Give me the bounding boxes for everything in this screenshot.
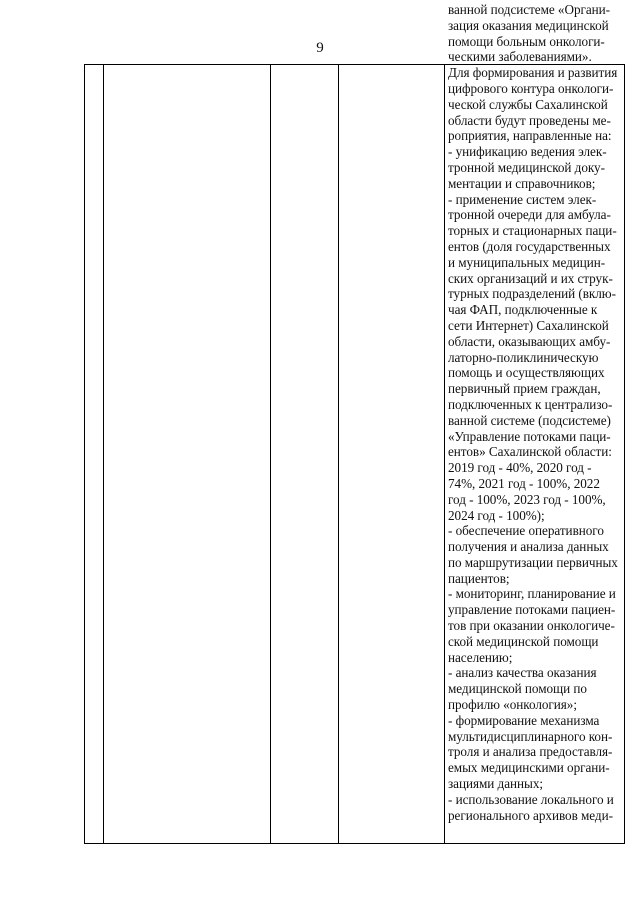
cell-text-line: чая ФАП, подключенные к xyxy=(448,302,598,318)
cell-text-line: мультидисциплинарного кон- xyxy=(448,728,613,744)
cell-text-line: ванной подсистеме «Органи- xyxy=(448,2,611,17)
cell-text-line: и муниципальных медицин- xyxy=(448,254,606,270)
cell-text-line: год - 100%, 2023 год - 100%, xyxy=(448,491,606,507)
cell-text-line: тронной медицинской доку- xyxy=(448,159,605,175)
cell-text-line: цифрового контура онкологи- xyxy=(448,80,614,96)
last-column-cell xyxy=(448,2,628,823)
cell-text-line: - использование локального и xyxy=(448,791,614,807)
cell-text-line: зациями данных; xyxy=(448,776,543,792)
cell-text-line: тов при оказании онкологиче- xyxy=(448,618,615,634)
cell-text-line: ческой службы Сахалинской xyxy=(448,96,608,112)
cell-text-line: Для формирования и развития xyxy=(448,65,618,81)
cell-text-line: емых медицинскими органи- xyxy=(448,760,610,776)
cell-text-line: подключенных к централизо- xyxy=(448,396,613,412)
cell-text-line: ских организаций и их струк- xyxy=(448,270,613,286)
cell-text-line: 74%, 2021 год - 100%, 2022 xyxy=(448,475,600,491)
cell-text-line: помощь и осуществляющих xyxy=(448,365,605,381)
cell-text-line: роприятия, направленные на: xyxy=(448,128,612,144)
cell-text-line: троля и анализа предоставля- xyxy=(448,744,613,760)
cell-text-line: пациентов; xyxy=(448,570,510,586)
cell-text-line: ванной системе (подсистеме) xyxy=(448,412,611,428)
cell-text-line: управление потоками пациен- xyxy=(448,602,616,618)
cell-text-line: - анализ качества оказания xyxy=(448,665,597,681)
cell-text-line: получения и анализа данных xyxy=(448,539,609,555)
cell-text-line: ентов» Сахалинской области: xyxy=(448,444,612,460)
cell-text-line: области, оказывающих амбу- xyxy=(448,333,611,349)
cell-text-line: ментации и справочников; xyxy=(448,175,596,191)
cell-text-line: ентов (доля государственных xyxy=(448,238,611,254)
cell-text-line: населению; xyxy=(448,649,513,665)
cell-text-line: - унификацию ведения элек- xyxy=(448,144,607,160)
cell-text-line: турных подразделений (вклю- xyxy=(448,286,616,302)
cell-text-line: первичный прием граждан, xyxy=(448,381,601,397)
cell-text-line: медицинской помощи по xyxy=(448,681,587,697)
cell-text-line: латорно-поликлиническую xyxy=(448,349,599,365)
cell-text-line: по маршрутизации первичных xyxy=(448,554,618,570)
cell-text-line: торных и стационарных паци- xyxy=(448,223,617,239)
column-divider-3 xyxy=(338,65,339,843)
cell-text-line: ческими заболеваниями». xyxy=(448,49,592,65)
cell-text-line: 2019 год - 40%, 2020 год - xyxy=(448,460,592,476)
cell-text-line: 2024 год - 100%); xyxy=(448,507,545,523)
cell-text-line: профилю «онкология»; xyxy=(448,697,577,713)
cell-text-line: области будут проведены ме- xyxy=(448,112,611,128)
cell-text-line: регионального архивов меди- xyxy=(448,807,613,823)
cell-text-line: сети Интернет) Сахалинской xyxy=(448,317,609,333)
cell-text-line: зация оказания медицинской xyxy=(448,17,609,33)
cell-text-line: - формирование механизма xyxy=(448,712,600,728)
column-divider-2 xyxy=(270,65,271,843)
column-divider-4 xyxy=(444,65,445,843)
cell-text-line: ской медицинской помощи xyxy=(448,633,599,649)
cell-text-line: - мониторинг, планирование и xyxy=(448,586,616,602)
cell-text-line: помощи больным онкологи- xyxy=(448,33,605,49)
cell-text-line: «Управление потоками паци- xyxy=(448,428,611,444)
cell-text-line: - применение систем элек- xyxy=(448,191,597,207)
cell-text-line: тронной очереди для амбула- xyxy=(448,207,611,223)
page-number: 9 xyxy=(316,40,324,56)
cell-text-line: - обеспечение оперативного xyxy=(448,523,604,539)
column-divider-1 xyxy=(103,65,104,843)
